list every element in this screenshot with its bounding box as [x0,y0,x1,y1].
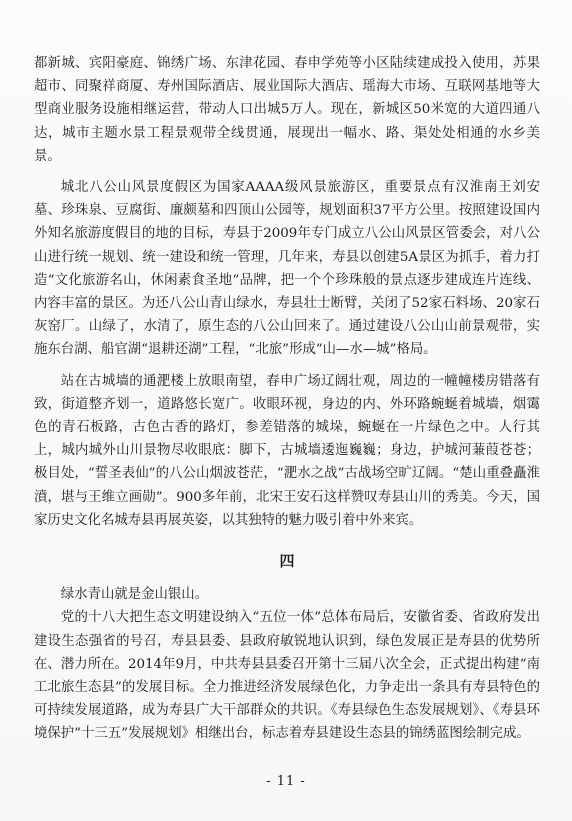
section-heading: 四 [279,552,295,571]
paragraph-city-wall: 站在古城墙的通淝楼上放眼南望，春申广场辽阔壮观，周边的一幢幢楼房错落有致，街道整齐划一，道路悠长宽广。收眼环视，身边的内、外环路蜿蜒着城墙，烟霭色的青石板路，古色古香的路灯，参差错落的城垛，蜿蜒在一片绿色之中。人行其上，城内城外山川景物尽收眼底：脚下，古城墙逶迤巍巍；身边，护城河蒹葭苍苍；极目处，“誓圣表仙”的八公山烟波苍茫，“淝水之战”古战场空旷辽阔。“楚山重叠矗淮濆，堪与王维立画勋”。900多年前，北宋王安石这样赞叹寿县山川的秀美。今天，国家历史文化名城寿县再展英姿，以其独特的魅力吸引着中外来宾。 [34,373,540,528]
paragraph-green-mountains: 绿水青山就是金山银山。 [60,587,209,603]
paragraph-bagongshan: 城北八公山风景度假区为国家AAAA级风景旅游区，重要景点有汉淮南王刘安墓、珍珠泉、豆腐街、廉颇墓和四顶山公园等，规划面积37平方公里。按照建设国内外知名旅游度假目的地的目标，寿县于2009年专门成立八公山风景区管委会，对八公山进行统一规划、统一建设和统一管理，几年来，寿县以创建5A景区为抓手，着力打造“文化旅游名山，休闲素食圣地”品牌，把一个个珍珠般的景点逐步建成连片连线、内容丰富的景区。为还八公山青山绿水，寿县壮士断臂，关闭了52家石料场、20家石灰窑厂。山绿了，水清了，原生态的八公山回来了。通过建设八公山山前景观带，实施东台湖、船官湖“退耕还湖”工程，“北旅”形成“山—水—城”格局。 [34,180,540,358]
body-text [34,52,540,746]
paragraph-eco-county: 党的十八大把生态文明建设纳入“五位一体”总体布局后，安徽省委、省政府发出建设生态强省的号召，寿县县委、县政府敏锐地认识到，绿色发展正是寿县的优势所在、潜力所在。2014年9月，中共寿县县委召开第十三届八次全会，正式提出构建“南工北旅生态县”的发展目标。全力推进经济发展绿色化，力争走出一条具有寿县特色的可持续发展道路，成为寿县广大干部群众的共识。《寿县绿色生态发展规划》、《寿县环境保护“十三五”发展规划》相继出台，标志着寿县建设生态县的锦绣蓝图绘制完成。 [34,610,540,742]
paragraph-continuation: 都新城、宾阳豪庭、锦绣广场、东津花园、春申学苑等小区陆续建成投入使用，苏果超市、同聚祥商厦、寿州国际酒店、展业国际大酒店、瑶海大市场、互联网基地等大型商业服务设施相继运营，带动人口出城5万人。现在，新城区50米宽的大道四通八达，城市主题水景工程景观带全线贯通，展现出一幅水、路、渠处处相通的水乡美景。 [34,56,540,164]
page-number: - 11 - [266,774,306,789]
